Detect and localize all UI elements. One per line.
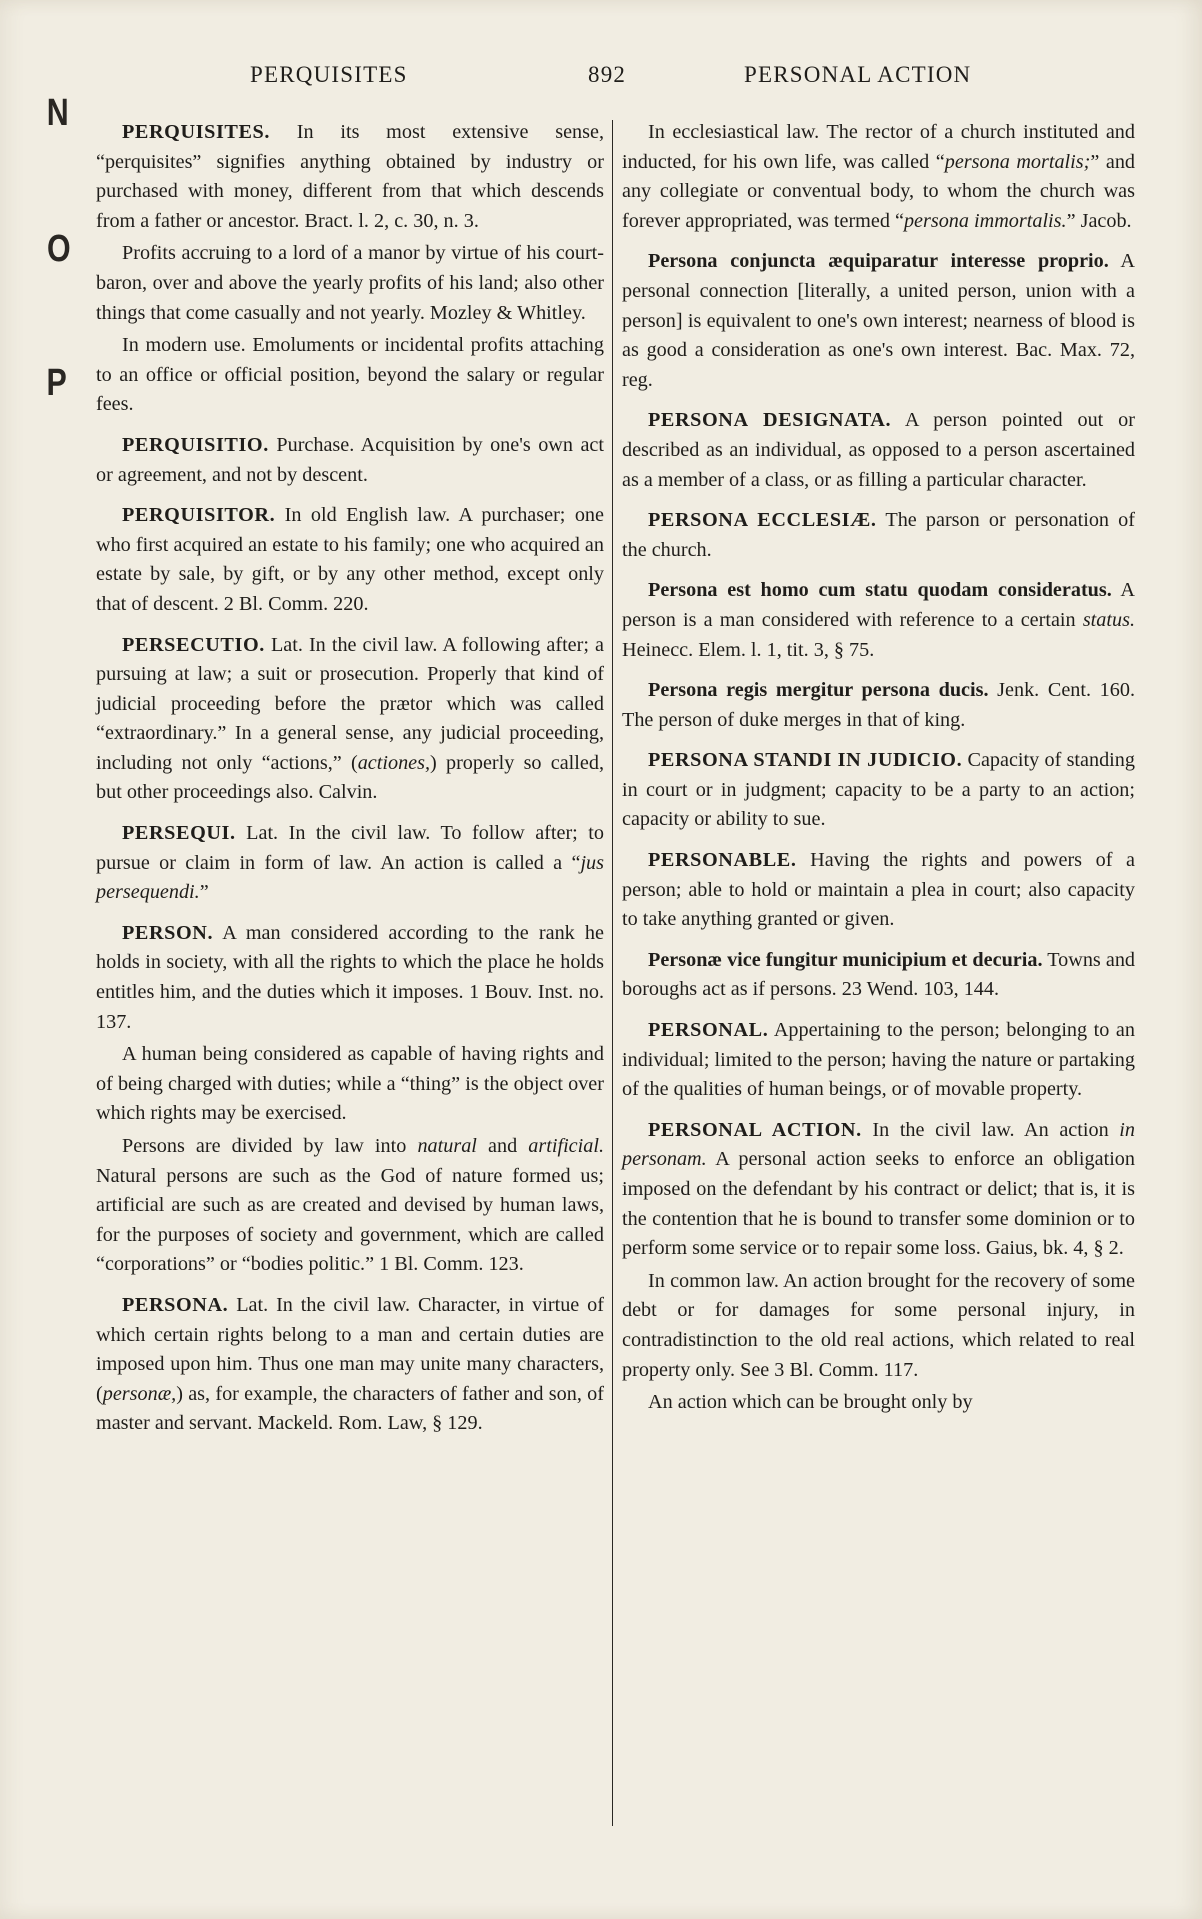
entry-maxim: Persona regis mergitur persona ducis. [648,679,989,702]
entry-text: Purchase. Acquisition by one's own act or agreement, and not by descent. [96,433,604,486]
dictionary-entry [622,1116,1135,1264]
column-divider [612,120,613,1826]
entry-text: ” Jacob. [1066,209,1132,232]
entry-text: ) as, for example, the characters of father and son, of master and servant. Mackeld. Rom. Law, § 129. [96,1382,604,1435]
dictionary-entry [622,1016,1135,1105]
entry-headword: PERSONAL ACTION. [648,1118,862,1141]
entry-italic: jus persequendi. [96,851,604,904]
entry-text: Persons are divided by law into [122,1135,418,1157]
entry-italic: persona mortalis; [944,150,1091,173]
entry-headword: PERSONA. [122,1293,229,1316]
dictionary-entry [622,247,1135,395]
dictionary-entry [96,501,604,619]
entry-text: ” and any collegiate or conventual body, to whom the church was forever appropriated, was termed “ [622,150,1136,232]
thumb-tab-n: N [46,92,69,134]
entry-text: A person is a man considered with reference to a certain [622,579,1136,631]
entry-italic: artificial. [528,1135,604,1157]
dictionary-entry [96,819,604,908]
entry-text: Lat. In the civil law. A following after; a pursuing at law; a suit or prosecution. Properly that kind of judicial proceeding before the prætor which was called “extraordinary.” In a general sense, any judicial proceeding, including not only “actions,” ( [96,633,604,774]
dictionary-entry [96,1040,604,1129]
dictionary-entry [622,676,1135,735]
entry-text: Lat. In the civil law. Character, in virtue of which certain rights belong to a man and certain duties are imposed upon him. Thus one man may unite many characters, ( [96,1293,604,1405]
dictionary-entry [96,331,604,420]
dictionary-entry [96,1291,604,1439]
entry-headword: PERSONABLE. [648,849,797,872]
entry-maxim: Persona conjuncta æquiparatur interesse proprio. [648,250,1109,273]
entry-italic: status. [1082,608,1135,631]
thumb-tab-p: P [46,362,67,404]
dictionary-entry [622,406,1135,495]
entry-text: In old English law. A purchaser; one who first acquired an estate to his family; one who acquired an estate by sale, by gift, or by any other method, except only that of descent. 2 Bl. Comm. 220. [96,504,604,615]
dictionary-entry [622,846,1135,935]
entry-text: Jenk. Cent. 160. The person of duke merges in that of king. [622,679,1135,731]
running-head-left: PERQUISITES [250,62,408,87]
entry-italic: actiones, [357,751,431,774]
entry-italic: in personam. [622,1118,1135,1171]
entry-text: An action which can be brought only by [648,1391,973,1414]
entry-text: ” [199,881,209,904]
entry-headword: PERQUISITOR. [122,504,276,527]
entry-text: A man considered according to the rank he holds in society, with all the rights to which the place he holds entitles him, and the duties which it imposes. 1 Bouv. Inst. no. 137. [96,921,604,1033]
dictionary-entry [96,1132,604,1280]
dictionary-entry [622,1388,1135,1418]
entry-text: Towns and boroughs act as if persons. 23 Wend. 103, 144. [622,948,1136,1001]
entry-text: Lat. In the civil law. To follow after; to pursue or claim in form of law. An action is called a “ [96,822,604,874]
entry-text: Heinecc. Elem. l. 1, tit. 3, § 75. [622,638,875,661]
entry-headword: PERSECUTIO. [122,633,265,656]
entry-italic: personæ, [102,1382,177,1405]
dictionary-entry [622,746,1135,835]
entry-text: Natural persons are such as the God of nature formed us; artificial are such as are created and devised by human laws, for the purposes of society and government, which are called “corporations” or “bodies politic.” 1 Bl. Comm. 123. [96,1164,604,1276]
entry-text: In ecclesiastical law. The rector of a church instituted and inducted, for his own life, was called “ [622,121,1135,173]
entry-text: Appertaining to the person; belonging to an individual; limited to the person; having the nature or partaking of the qualities of human beings, or of movable property. [622,1019,1135,1101]
dictionary-entry [622,118,1135,236]
dictionary-entry [96,118,604,236]
entry-text: A personal action seeks to enforce an obligation imposed on the defendant by his contract or delict; that is, it is the contention that he is bound to transfer some dominion or to perform some service or to repair some loss. Gaius, bk. 4, § 2. [622,1148,1135,1260]
entry-text: The parson or personation of the church. [622,509,1135,561]
entry-headword: PERSONA ECCLESIÆ. [648,509,877,532]
dictionary-entry [622,506,1135,565]
entry-text: A person pointed out or described as an individual, as opposed to a person ascertained as a member of a class, or as filling a particular character. [622,409,1135,491]
page-number: 892 [588,62,627,87]
entry-text: ) properly so called, but other proceedings also. Calvin. [96,751,604,804]
entry-text: and [476,1135,529,1157]
right-column [622,118,1135,1429]
entry-headword: PERQUISITIO. [122,433,269,456]
dictionary-entry [96,919,604,1037]
dictionary-entry [622,576,1135,665]
entry-italic: persona immortalis. [903,209,1067,232]
entry-maxim: Personæ vice fungitur municipium et decuria. [648,948,1043,971]
entry-headword: PERQUISITES. [122,121,270,143]
entry-text: Having the rights and powers of a person; able to hold or maintain a plea in court; also capacity to take anything granted or given. [622,849,1135,931]
entry-headword: PERSONA DESIGNATA. [648,409,892,432]
dictionary-entry [96,239,604,328]
entry-text: In the civil law. An action [861,1118,1120,1141]
entry-text: Profits accruing to a lord of a manor by virtue of his court-baron, over and above the yearly profits of his land; also other things that come casually and not yearly. Mozley & Whitley. [96,242,604,324]
entry-maxim: Persona est homo cum statu quodam consideratus. [648,579,1112,602]
entry-text: In its most extensive sense, “perquisites” signifies anything obtained by industry or purchased with money, different from that which descends from a father or ancestor. Bract. l. 2, c. 30, n. 3. [96,121,604,232]
entry-headword: PERSONA STANDI IN JUDICIO. [648,749,963,772]
dictionary-entry [96,431,604,490]
dictionary-entry [96,631,604,809]
entry-text: In common law. An action brought for the recovery of some debt or for damages for some personal injury, in contradistinction to the old real actions, which related to real property only. See 3 Bl. Comm. 117. [622,1269,1135,1381]
entry-text: A human being considered as capable of having rights and of being charged with duties; while a “thing” is the object over which rights may be exercised. [96,1043,604,1125]
entry-headword: PERSEQUI. [122,822,236,845]
dictionary-entry [622,1267,1135,1385]
entry-headword: PERSON. [122,921,214,944]
dictionary-entry [622,946,1135,1005]
entry-italic: natural [417,1135,477,1157]
entry-text: A personal connection [literally, a united person, union with a person] is equivalent to one's own interest; nearness of blood is as good a consideration as one's own interest. Bac. Max. 72, reg. [622,250,1135,391]
left-column [96,118,604,1450]
entry-text: Capacity of standing in court or in judgment; capacity to be a party to an action; capacity or ability to sue. [622,749,1135,831]
running-head-right: PERSONAL ACTION [744,62,972,87]
entry-text: In modern use. Emoluments or incidental profits attaching to an office or official position, beyond the salary or regular fees. [96,334,604,416]
thumb-tab-o: O [46,228,71,270]
entry-headword: PERSONAL. [648,1019,769,1042]
